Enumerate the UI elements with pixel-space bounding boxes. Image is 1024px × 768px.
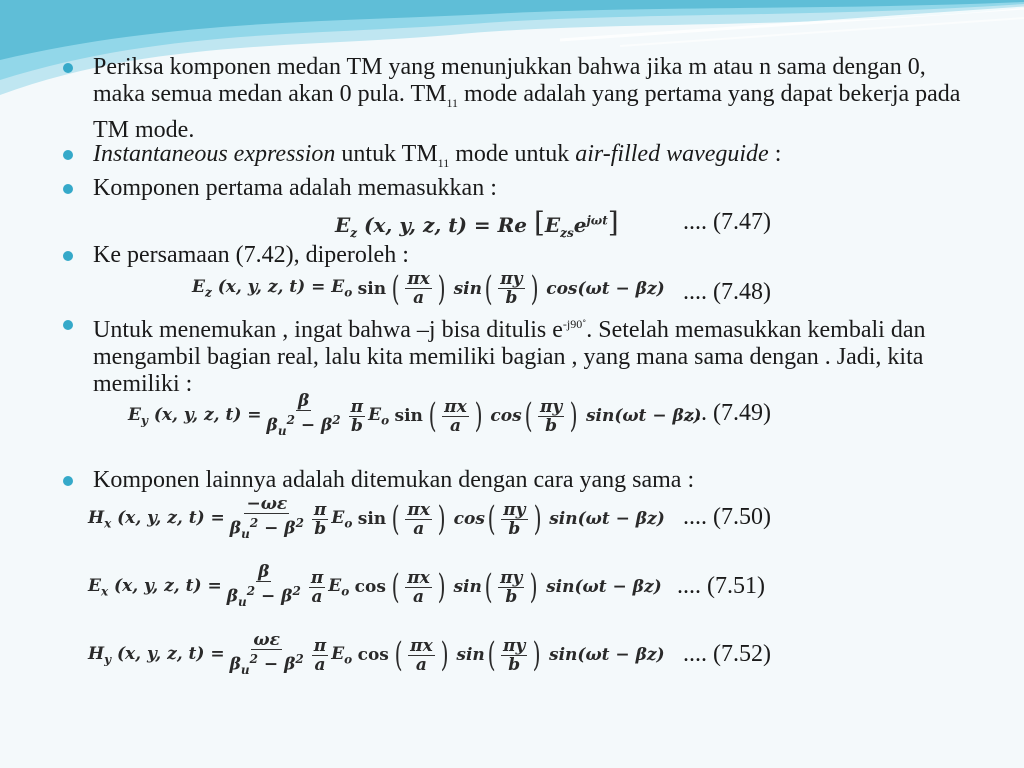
equation-number-7-52: .... (7.52) — [683, 641, 771, 667]
bullet-5: Untuk menemukan , ingat bahwa –j bisa ditulis $e^{-j90˚}$. Setelah memasukkan kembali dan mengambil bagian real, lalu kita memiliki bagian , yang mana sama dengan . Jadi, kita memiliki : — [62, 311, 983, 398]
equation-number-7-50: .... (7.50) — [683, 504, 771, 530]
bullet-4: Ke persamaan (7.42), diperoleh : — [62, 242, 983, 269]
equation-7-47: $E_z$ (x, y, z, t) = Re $[E_{zs}e^{j\omega t}]$ — [335, 206, 619, 240]
equation-number-7-48: .... (7.48) — [683, 279, 771, 305]
bullet-3: Komponen pertama adalah memasukkan : — [62, 175, 983, 202]
bullet-1: Periksa komponen medan TM yang menunjukkan bahwa jika m atau n sama dengan 0, maka semua medan akan 0 pula. $TM_{11}$ mode adalah yang pertama yang dapat bekerja pada TM mode. — [62, 54, 983, 144]
bullet-2: Instantaneous expression untuk $TM_{11}$ mode untuk air-filled waveguide : — [62, 141, 983, 177]
equation-number-7-51: .... (7.51) — [677, 573, 765, 599]
equation-7-51: $E_x$ (x, y, z, t) = $\frac{\beta}{\beta_u^2 - \beta^2}$ $\frac{\pi}{a}$ $E_o$ cos ( $\frac{\pi x}{a}$ ) sin ( $\frac{\pi y}{b}$ ) sin(ωt − βz) — [88, 562, 662, 610]
equation-7-50: $H_x$ (x, y, z, t) = $\frac{-\omega\varepsilon}{\beta_u^2 - \beta^2}$ $\frac{\pi}{b}$ $E_o$ sin ( $\frac{\pi x}{a}$ ) cos ( $\frac{\pi y}{b}$ ) sin(ωt − βz) — [88, 494, 665, 542]
equation-7-49: $E_y$ (x, y, z, t) = $\frac{\beta}{\beta_u^2 - \beta^2}$ $\frac{\pi}{b}$ $E_o$ sin ( $\frac{\pi x}{a}$ ) cos ( $\frac{\pi y}{b}$ ) sin(ωt − βz) — [128, 391, 702, 439]
equation-7-52: $H_y$ (x, y, z, t) = $\frac{\omega\varepsilon}{\beta_u^2 - \beta^2}$ $\frac{\pi}{a}$ $E_o$ cos ( $\frac{\pi x}{a}$ ) sin ( $\frac{\pi y}{b}$ ) sin(ωt − βz) — [88, 630, 665, 678]
equation-7-48: $E_z$ (x, y, z, $t) = E_o$ sin ( $\frac{\pi x}{a}$ ) sin ( $\frac{\pi y}{b}$ ) cos(ωt − βz) — [192, 268, 665, 309]
equation-number-7-47: .... (7.47) — [683, 209, 771, 235]
equation-number-7-49: .... (7.49) — [683, 400, 771, 426]
bullet-6: Komponen lainnya adalah ditemukan dengan cara yang sama : — [62, 467, 983, 494]
